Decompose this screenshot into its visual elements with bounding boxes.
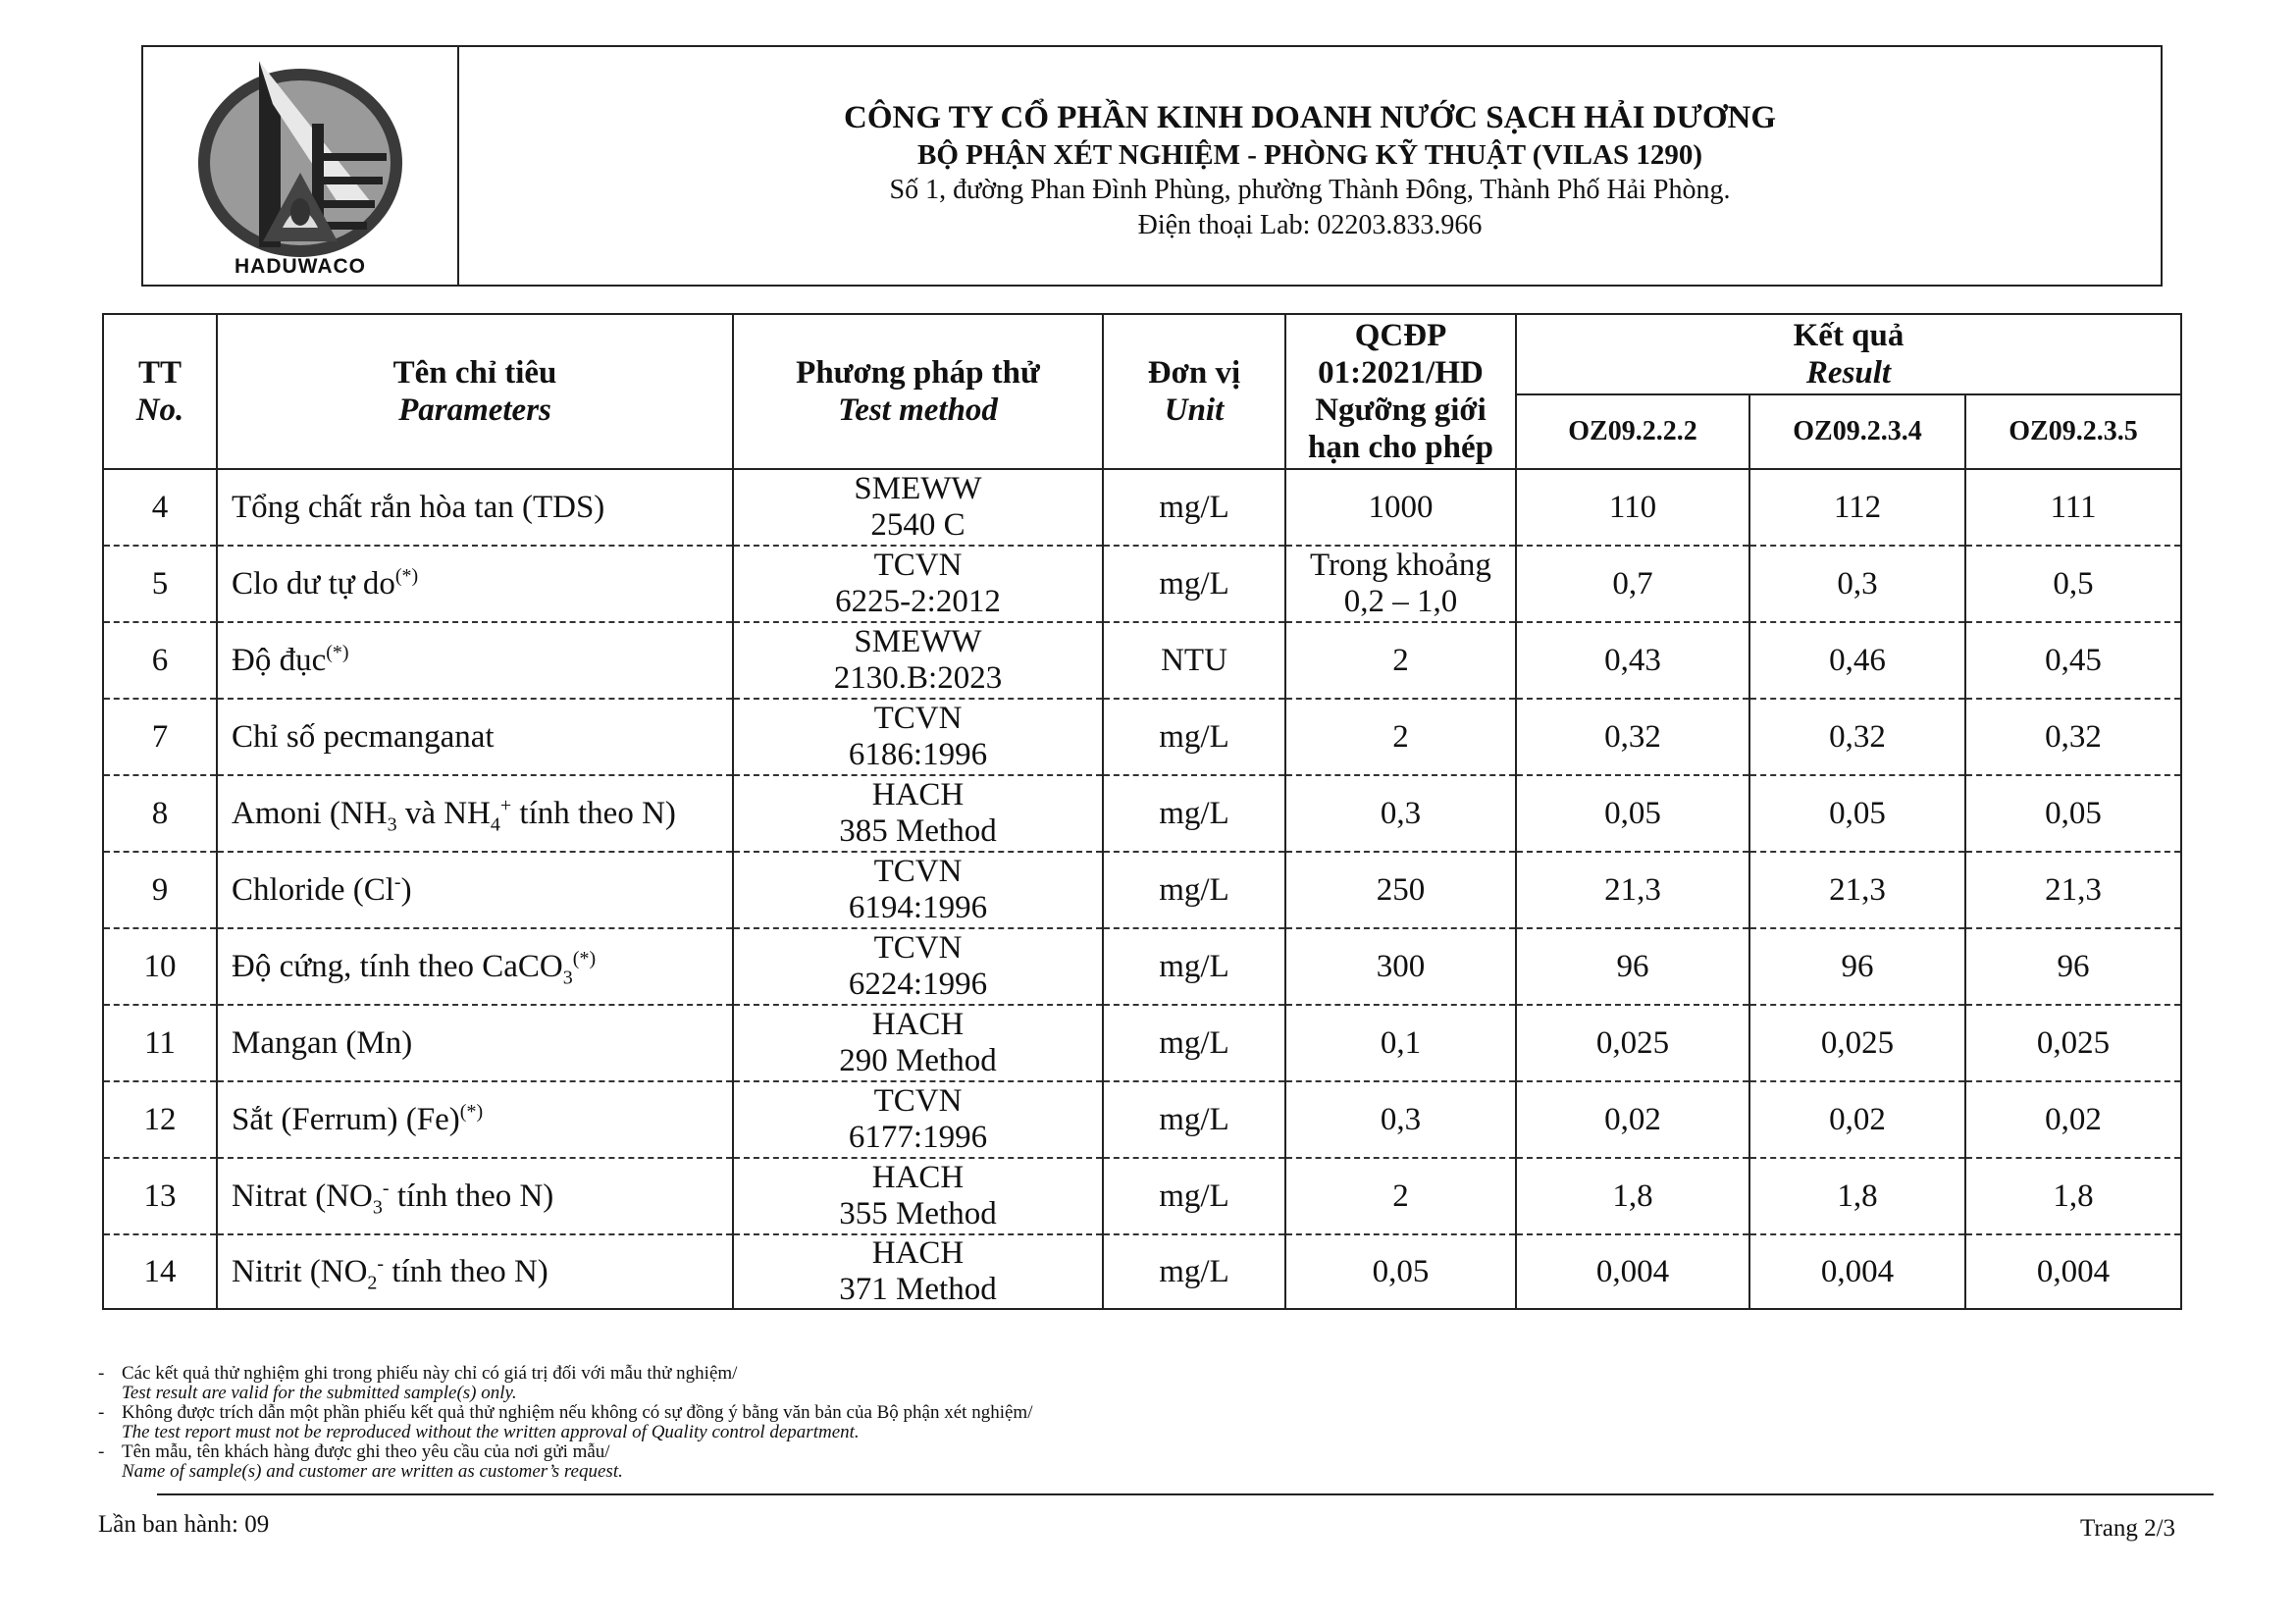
note-item <box>98 1442 1668 1482</box>
col-header-no-en: No. <box>135 393 184 428</box>
col-header-no-vn: TT <box>137 355 183 391</box>
cell-no: 12 <box>103 1081 217 1158</box>
note-vn: - Các kết quả thử nghiệm ghi trong phiếu này chỉ có giá trị đối với mẫu thử nghiệm/ <box>98 1363 738 1384</box>
cell-result-3: 0,004 <box>1965 1234 2181 1309</box>
edition-number: Lần ban hành: 09 <box>98 1511 270 1538</box>
cell-result-3: 0,025 <box>1965 1005 2181 1081</box>
cell-no: 10 <box>103 928 217 1005</box>
cell-parameter: Amoni ($NH_3$ và $NH_4^+$ tính theo N) <box>217 775 733 852</box>
col-header-limit-line3: Ngưỡng giới <box>1315 393 1487 428</box>
cell-limit: 0,3 <box>1285 1081 1516 1158</box>
cell-result-3: 0,5 <box>1965 546 2181 622</box>
cell-method: TCVN 6224:1996 <box>733 928 1103 1005</box>
cell-limit: 0,3 <box>1285 775 1516 852</box>
cell-no: 7 <box>103 699 217 775</box>
cell-result-3: 21,3 <box>1965 852 2181 928</box>
logo-text: HADUWACO <box>235 255 366 278</box>
note-vn: - Không được trích dẫn một phần phiếu kết quả thử nghiệm nếu không có sự đồng ý bằng văn bản của Bộ phận xét nghiệm/ <box>98 1402 1033 1423</box>
lab-phone: Điện thoại Lab: 02203.833.966 <box>1137 210 1483 240</box>
cell-unit: mg/L <box>1103 928 1285 1005</box>
col-header-param-en: Parameters <box>398 393 551 428</box>
results-table <box>102 313 2182 1310</box>
cell-result-1: 0,32 <box>1516 699 1749 775</box>
note-en: Name of sample(s) and customer are written as customer’s request. <box>122 1461 623 1482</box>
department-name: BỘ PHẬN XÉT NGHIỆM - PHÒNG KỸ THUẬT (VILAS 1290) <box>917 139 1702 171</box>
col-header-unit-vn: Đơn vị <box>1147 355 1241 391</box>
cell-result-1: 0,05 <box>1516 775 1749 852</box>
cell-limit: 250 <box>1285 852 1516 928</box>
cell-result-1: 0,43 <box>1516 622 1749 699</box>
cell-no: 8 <box>103 775 217 852</box>
cell-no: 5 <box>103 546 217 622</box>
cell-no: 9 <box>103 852 217 928</box>
cell-parameter: Sắt (Ferrum) (Fe)(*) <box>217 1081 733 1158</box>
note-item <box>98 1403 1668 1442</box>
cell-no: 6 <box>103 622 217 699</box>
letterhead <box>141 45 2163 287</box>
cell-limit: 0,1 <box>1285 1005 1516 1081</box>
cell-unit: mg/L <box>1103 469 1285 546</box>
cell-result-1: 96 <box>1516 928 1749 1005</box>
cell-result-1: 0,7 <box>1516 546 1749 622</box>
cell-result-2: 0,004 <box>1749 1234 1965 1309</box>
table-row <box>103 699 2181 775</box>
cell-result-2: 112 <box>1749 469 1965 546</box>
cell-method: TCVN 6194:1996 <box>733 852 1103 928</box>
cell-method: SMEWW 2540 C <box>733 469 1103 546</box>
cell-method: HACH 355 Method <box>733 1158 1103 1234</box>
col-header-limit <box>1285 314 1516 469</box>
cell-result-2: 0,02 <box>1749 1081 1965 1158</box>
cell-result-2: 96 <box>1749 928 1965 1005</box>
table-row <box>103 622 2181 699</box>
cell-result-3: 0,02 <box>1965 1081 2181 1158</box>
cell-result-1: 0,02 <box>1516 1081 1749 1158</box>
cell-parameter: Chỉ số pecmanganat <box>217 699 733 775</box>
cell-unit: mg/L <box>1103 699 1285 775</box>
col-header-unit <box>1103 314 1285 469</box>
company-info <box>459 47 2161 285</box>
cell-result-1: 1,8 <box>1516 1158 1749 1234</box>
cell-method: HACH 385 Method <box>733 775 1103 852</box>
cell-method: HACH 290 Method <box>733 1005 1103 1081</box>
table-row <box>103 469 2181 546</box>
cell-result-2: 0,3 <box>1749 546 1965 622</box>
cell-result-3: 0,05 <box>1965 775 2181 852</box>
cell-result-2: 0,46 <box>1749 622 1965 699</box>
cell-unit: mg/L <box>1103 1005 1285 1081</box>
col-header-method-vn: Phương pháp thử <box>796 355 1040 391</box>
cell-method: HACH 371 Method <box>733 1234 1103 1309</box>
cell-method: TCVN 6177:1996 <box>733 1081 1103 1158</box>
cell-parameter: Nitrat ($NO_3^-$ tính theo N) <box>217 1158 733 1234</box>
footer-divider <box>157 1493 2214 1495</box>
note-en: Test result are valid for the submitted sample(s) only. <box>122 1383 517 1403</box>
cell-unit: mg/L <box>1103 852 1285 928</box>
cell-parameter: Tổng chất rắn hòa tan (TDS) <box>217 469 733 546</box>
cell-result-2: 0,025 <box>1749 1005 1965 1081</box>
col-header-no <box>103 314 217 469</box>
cell-result-2: 0,05 <box>1749 775 1965 852</box>
col-header-result-en: Result <box>1805 355 1892 391</box>
col-header-limit-line4: hạn cho phép <box>1308 430 1493 465</box>
cell-parameter: Clo dư tự do(*) <box>217 546 733 622</box>
notes <box>98 1364 1668 1482</box>
cell-limit: 2 <box>1285 622 1516 699</box>
cell-unit: mg/L <box>1103 546 1285 622</box>
company-name: CÔNG TY CỔ PHẦN KINH DOANH NƯỚC SẠCH HẢI DƯƠNG <box>844 100 1776 135</box>
haduwaco-logo-icon <box>165 55 436 261</box>
note-en: The test report must not be reproduced without the written approval of Quality control department. <box>122 1422 860 1442</box>
cell-parameter: Chloride (Cl-) <box>217 852 733 928</box>
cell-method: SMEWW 2130.B:2023 <box>733 622 1103 699</box>
cell-no: 4 <box>103 469 217 546</box>
cell-unit: mg/L <box>1103 1158 1285 1234</box>
cell-limit: 2 <box>1285 1158 1516 1234</box>
table-row <box>103 1081 2181 1158</box>
table-row <box>103 852 2181 928</box>
col-header-result <box>1516 314 2181 394</box>
col-header-method <box>733 314 1103 469</box>
table-row <box>103 1158 2181 1234</box>
cell-unit: mg/L <box>1103 1234 1285 1309</box>
col-header-sample-2: OZ09.2.3.4 <box>1749 394 1965 469</box>
cell-result-3: 96 <box>1965 928 2181 1005</box>
cell-result-2: 21,3 <box>1749 852 1965 928</box>
cell-result-1: 21,3 <box>1516 852 1749 928</box>
col-header-param <box>217 314 733 469</box>
cell-unit: mg/L <box>1103 775 1285 852</box>
cell-parameter: Độ đục(*) <box>217 622 733 699</box>
results-body <box>103 469 2181 1309</box>
cell-result-3: 0,32 <box>1965 699 2181 775</box>
cell-limit: 1000 <box>1285 469 1516 546</box>
cell-no: 14 <box>103 1234 217 1309</box>
col-header-limit-line2: 01:2021/HD <box>1318 355 1484 391</box>
note-vn: - Tên mẫu, tên khách hàng được ghi theo yêu cầu của nơi gửi mẫu/ <box>98 1441 610 1462</box>
table-row <box>103 1234 2181 1309</box>
cell-method: TCVN 6186:1996 <box>733 699 1103 775</box>
logo <box>143 47 459 285</box>
cell-parameter: Mangan (Mn) <box>217 1005 733 1081</box>
cell-result-3: 111 <box>1965 469 2181 546</box>
table-row <box>103 928 2181 1005</box>
cell-limit: 0,05 <box>1285 1234 1516 1309</box>
table-row <box>103 775 2181 852</box>
cell-limit: 2 <box>1285 699 1516 775</box>
cell-unit: NTU <box>1103 622 1285 699</box>
cell-no: 13 <box>103 1158 217 1234</box>
table-row <box>103 1005 2181 1081</box>
col-header-param-vn: Tên chỉ tiêu <box>392 355 557 391</box>
col-header-sample-3: OZ09.2.3.5 <box>1965 394 2181 469</box>
cell-parameter: Độ cứng, tính theo CaCO$_3$(*) <box>217 928 733 1005</box>
cell-method: TCVN 6225-2:2012 <box>733 546 1103 622</box>
col-header-sample-1: OZ09.2.2.2 <box>1516 394 1749 469</box>
col-header-method-en: Test method <box>838 393 998 428</box>
cell-unit: mg/L <box>1103 1081 1285 1158</box>
col-header-limit-line1: QCĐP <box>1354 318 1447 353</box>
company-address: Số 1, đường Phan Đình Phùng, phường Thành Đông, Thành Phố Hải Phòng. <box>889 175 1731 205</box>
cell-result-1: 0,025 <box>1516 1005 1749 1081</box>
cell-no: 11 <box>103 1005 217 1081</box>
cell-result-2: 1,8 <box>1749 1158 1965 1234</box>
col-header-unit-en: Unit <box>1164 393 1225 428</box>
note-item <box>98 1364 1668 1403</box>
cell-result-1: 110 <box>1516 469 1749 546</box>
cell-limit: 300 <box>1285 928 1516 1005</box>
cell-limit: Trong khoảng 0,2 – 1,0 <box>1285 546 1516 622</box>
cell-result-3: 0,45 <box>1965 622 2181 699</box>
cell-result-1: 0,004 <box>1516 1234 1749 1309</box>
col-header-result-vn: Kết quả <box>1793 318 1905 353</box>
cell-result-2: 0,32 <box>1749 699 1965 775</box>
page-number: Trang 2/3 <box>2080 1515 2176 1542</box>
table-row <box>103 546 2181 622</box>
cell-result-3: 1,8 <box>1965 1158 2181 1234</box>
cell-parameter: Nitrit ($NO_2^-$ tính theo N) <box>217 1234 733 1309</box>
